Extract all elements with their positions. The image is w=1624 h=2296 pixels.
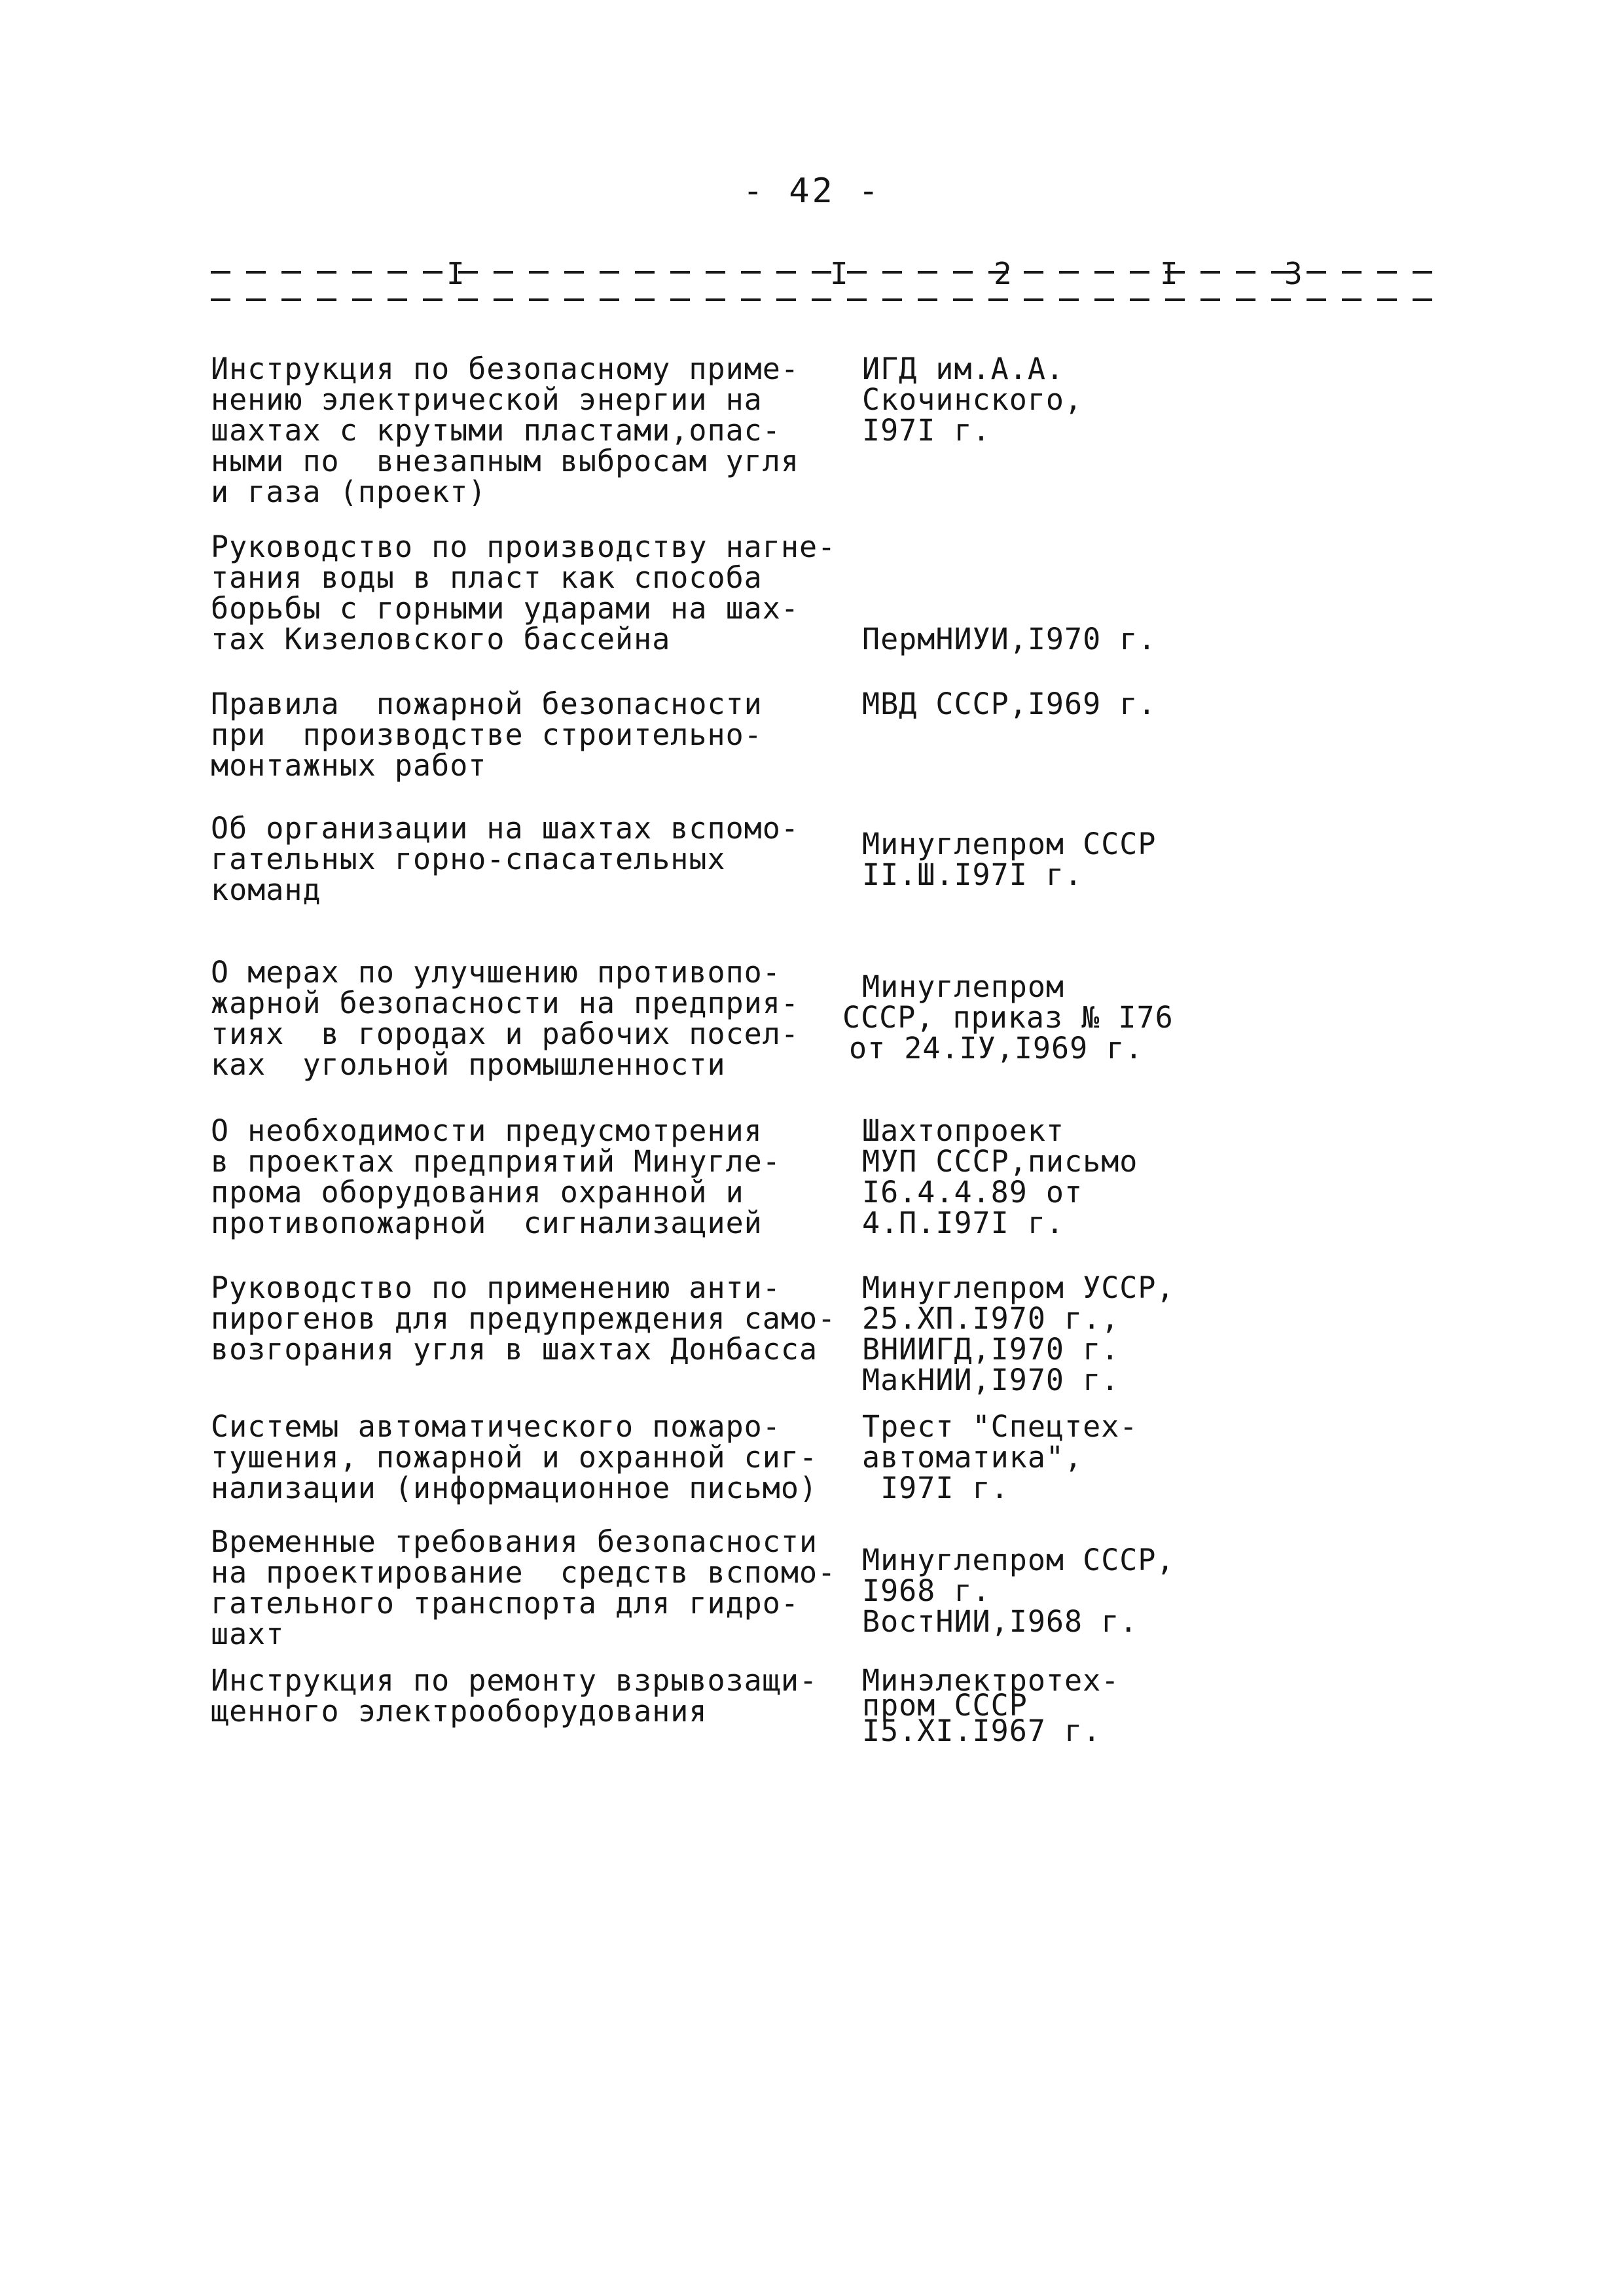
title-line: шахт (211, 1617, 285, 1651)
source-line: Минуглепром УССР, (862, 1270, 1175, 1305)
source-line: МакНИИ,I970 г. (862, 1363, 1120, 1397)
source-line: 4.П.I97I г. (862, 1206, 1065, 1240)
source-line: I97I г. (862, 413, 991, 448)
dashed-rule-graphic (211, 256, 1434, 309)
source-line: пром СССР (862, 1688, 1028, 1723)
title-line: и газа (проект) (211, 475, 487, 509)
title-line: пирогенов для предупреждения само- (211, 1301, 837, 1336)
source-line: Минуглепром (862, 969, 1065, 1004)
title-line: Об организации на шахтах вспомо- (211, 811, 799, 846)
document-source (862, 353, 1202, 446)
table-row (211, 353, 1454, 531)
document-source (862, 1411, 1202, 1503)
document-source (862, 1115, 1202, 1238)
table-row (211, 1526, 1454, 1665)
document-title (211, 689, 862, 781)
title-line: Инструкция по безопасному приме- (211, 351, 799, 386)
title-line: на проектирование средств вспомо- (211, 1555, 837, 1590)
table-row (211, 689, 1454, 813)
title-line: команд (211, 872, 321, 907)
title-line: Руководство по применению анти- (211, 1270, 781, 1305)
document-source (862, 813, 1202, 890)
source-line: II.Ш.I97I г. (862, 857, 1083, 892)
column-number-1: I (446, 256, 465, 291)
source-line: МВД СССР,I969 г. (862, 687, 1157, 721)
source-line: Шахтопроект (862, 1113, 1065, 1148)
source-line (862, 562, 1202, 593)
document-source (862, 531, 1202, 655)
document-source (862, 689, 1202, 719)
table-row (211, 1115, 1454, 1272)
column-separator-2: I (1160, 256, 1178, 291)
document-source (842, 957, 1183, 1064)
document-title (211, 353, 862, 507)
title-line: возгорания угля в шахтах Донбасса (211, 1332, 818, 1367)
title-line: гательного транспорта для гидро- (211, 1586, 799, 1621)
document-source (862, 1272, 1202, 1395)
table-row (211, 1411, 1454, 1526)
column-number-2: 2 (994, 256, 1012, 291)
title-line: тушения, пожарной и охранной сиг- (211, 1440, 818, 1475)
document-title (211, 957, 862, 1080)
table-row (211, 813, 1454, 957)
table-header-rule (211, 256, 1434, 309)
source-line (862, 531, 1202, 562)
document-title (211, 1526, 862, 1649)
source-line: Трест "Спецтех- (862, 1409, 1138, 1444)
table-row (211, 1665, 1454, 1770)
column-separator-1: I (830, 256, 848, 291)
source-line: Минэлектротех- (862, 1663, 1120, 1698)
source-line: Скочинского, (862, 382, 1083, 417)
source-line: СССР, приказ № I76 (842, 1000, 1174, 1035)
source-line: ПермНИУИ,I970 г. (862, 622, 1157, 656)
title-line: О мерах по улучшению противопо- (211, 955, 781, 990)
column-number-3: 3 (1284, 256, 1303, 291)
document-title (211, 531, 862, 655)
table-row (211, 1272, 1454, 1411)
title-line: ках угольной промышленности (211, 1047, 726, 1082)
title-line: шахтах с крутыми пластами,опас- (211, 413, 781, 448)
source-line: Минуглепром СССР (862, 827, 1157, 861)
source-line: I6.4.4.89 от (862, 1175, 1083, 1210)
source-line (862, 593, 1202, 624)
title-line: противопожарной сигнализацией (211, 1206, 763, 1240)
title-line: прома оборудования охранной и (211, 1175, 744, 1210)
table-row (211, 531, 1454, 689)
title-line: при производстве строительно- (211, 717, 763, 752)
title-line: Инструкция по ремонту взрывозащи- (211, 1663, 818, 1698)
title-line: гательных горно-спасательных (211, 842, 726, 876)
document-title (211, 1115, 862, 1238)
source-line: I5.XI.I967 г. (862, 1713, 1102, 1748)
source-line: Минуглепром СССР, (862, 1543, 1175, 1577)
title-line: Временные требования безопасности (211, 1524, 818, 1559)
source-line: ВостНИИ,I968 г. (862, 1604, 1138, 1639)
title-line: О необходимости предусмотрения (211, 1113, 763, 1148)
title-line: ными по внезапным выбросам угля (211, 444, 799, 478)
title-line: тиях в городах и рабочих посел- (211, 1016, 799, 1051)
document-title (211, 1665, 862, 1727)
title-line: нению электрической энергии на (211, 382, 763, 417)
source-line: I968 г. (862, 1573, 991, 1608)
title-line: борьбы с горными ударами на шах- (211, 591, 799, 626)
source-line: 25.ХП.I970 г., (862, 1301, 1120, 1336)
source-line: от 24.IУ,I969 г. (849, 1031, 1144, 1066)
title-line: в проектах предприятий Минугле- (211, 1144, 781, 1179)
document-table (211, 353, 1454, 1770)
title-line: монтажных работ (211, 748, 487, 783)
source-line: автоматика", (862, 1440, 1083, 1475)
source-line: I97I г. (862, 1471, 1009, 1505)
source-line: ИГД им.А.А. (862, 351, 1065, 386)
source-line: МУП СССР,письмо (862, 1144, 1138, 1179)
title-line: тах Кизеловского бассейна (211, 622, 671, 656)
title-line: щенного электрооборудования (211, 1694, 708, 1729)
document-source (862, 1665, 1202, 1746)
title-line: Руководство по производству нагне- (211, 529, 837, 564)
document-title (211, 1411, 862, 1503)
document-title (211, 813, 862, 905)
table-row (211, 957, 1454, 1115)
title-line: жарной безопасности на предприя- (211, 986, 799, 1020)
document-title (211, 1272, 862, 1365)
source-line (862, 1526, 1202, 1545)
title-line: Правила пожарной безопасности (211, 687, 763, 721)
document-source (862, 1526, 1202, 1637)
source-line: ВНИИГД,I970 г. (862, 1332, 1120, 1367)
title-line: тания воды в пласт как способа (211, 560, 763, 595)
title-line: Системы автоматического пожаро- (211, 1409, 781, 1444)
title-line: нализации (информационное письмо) (211, 1471, 818, 1505)
page-number: - 42 - (742, 171, 882, 211)
